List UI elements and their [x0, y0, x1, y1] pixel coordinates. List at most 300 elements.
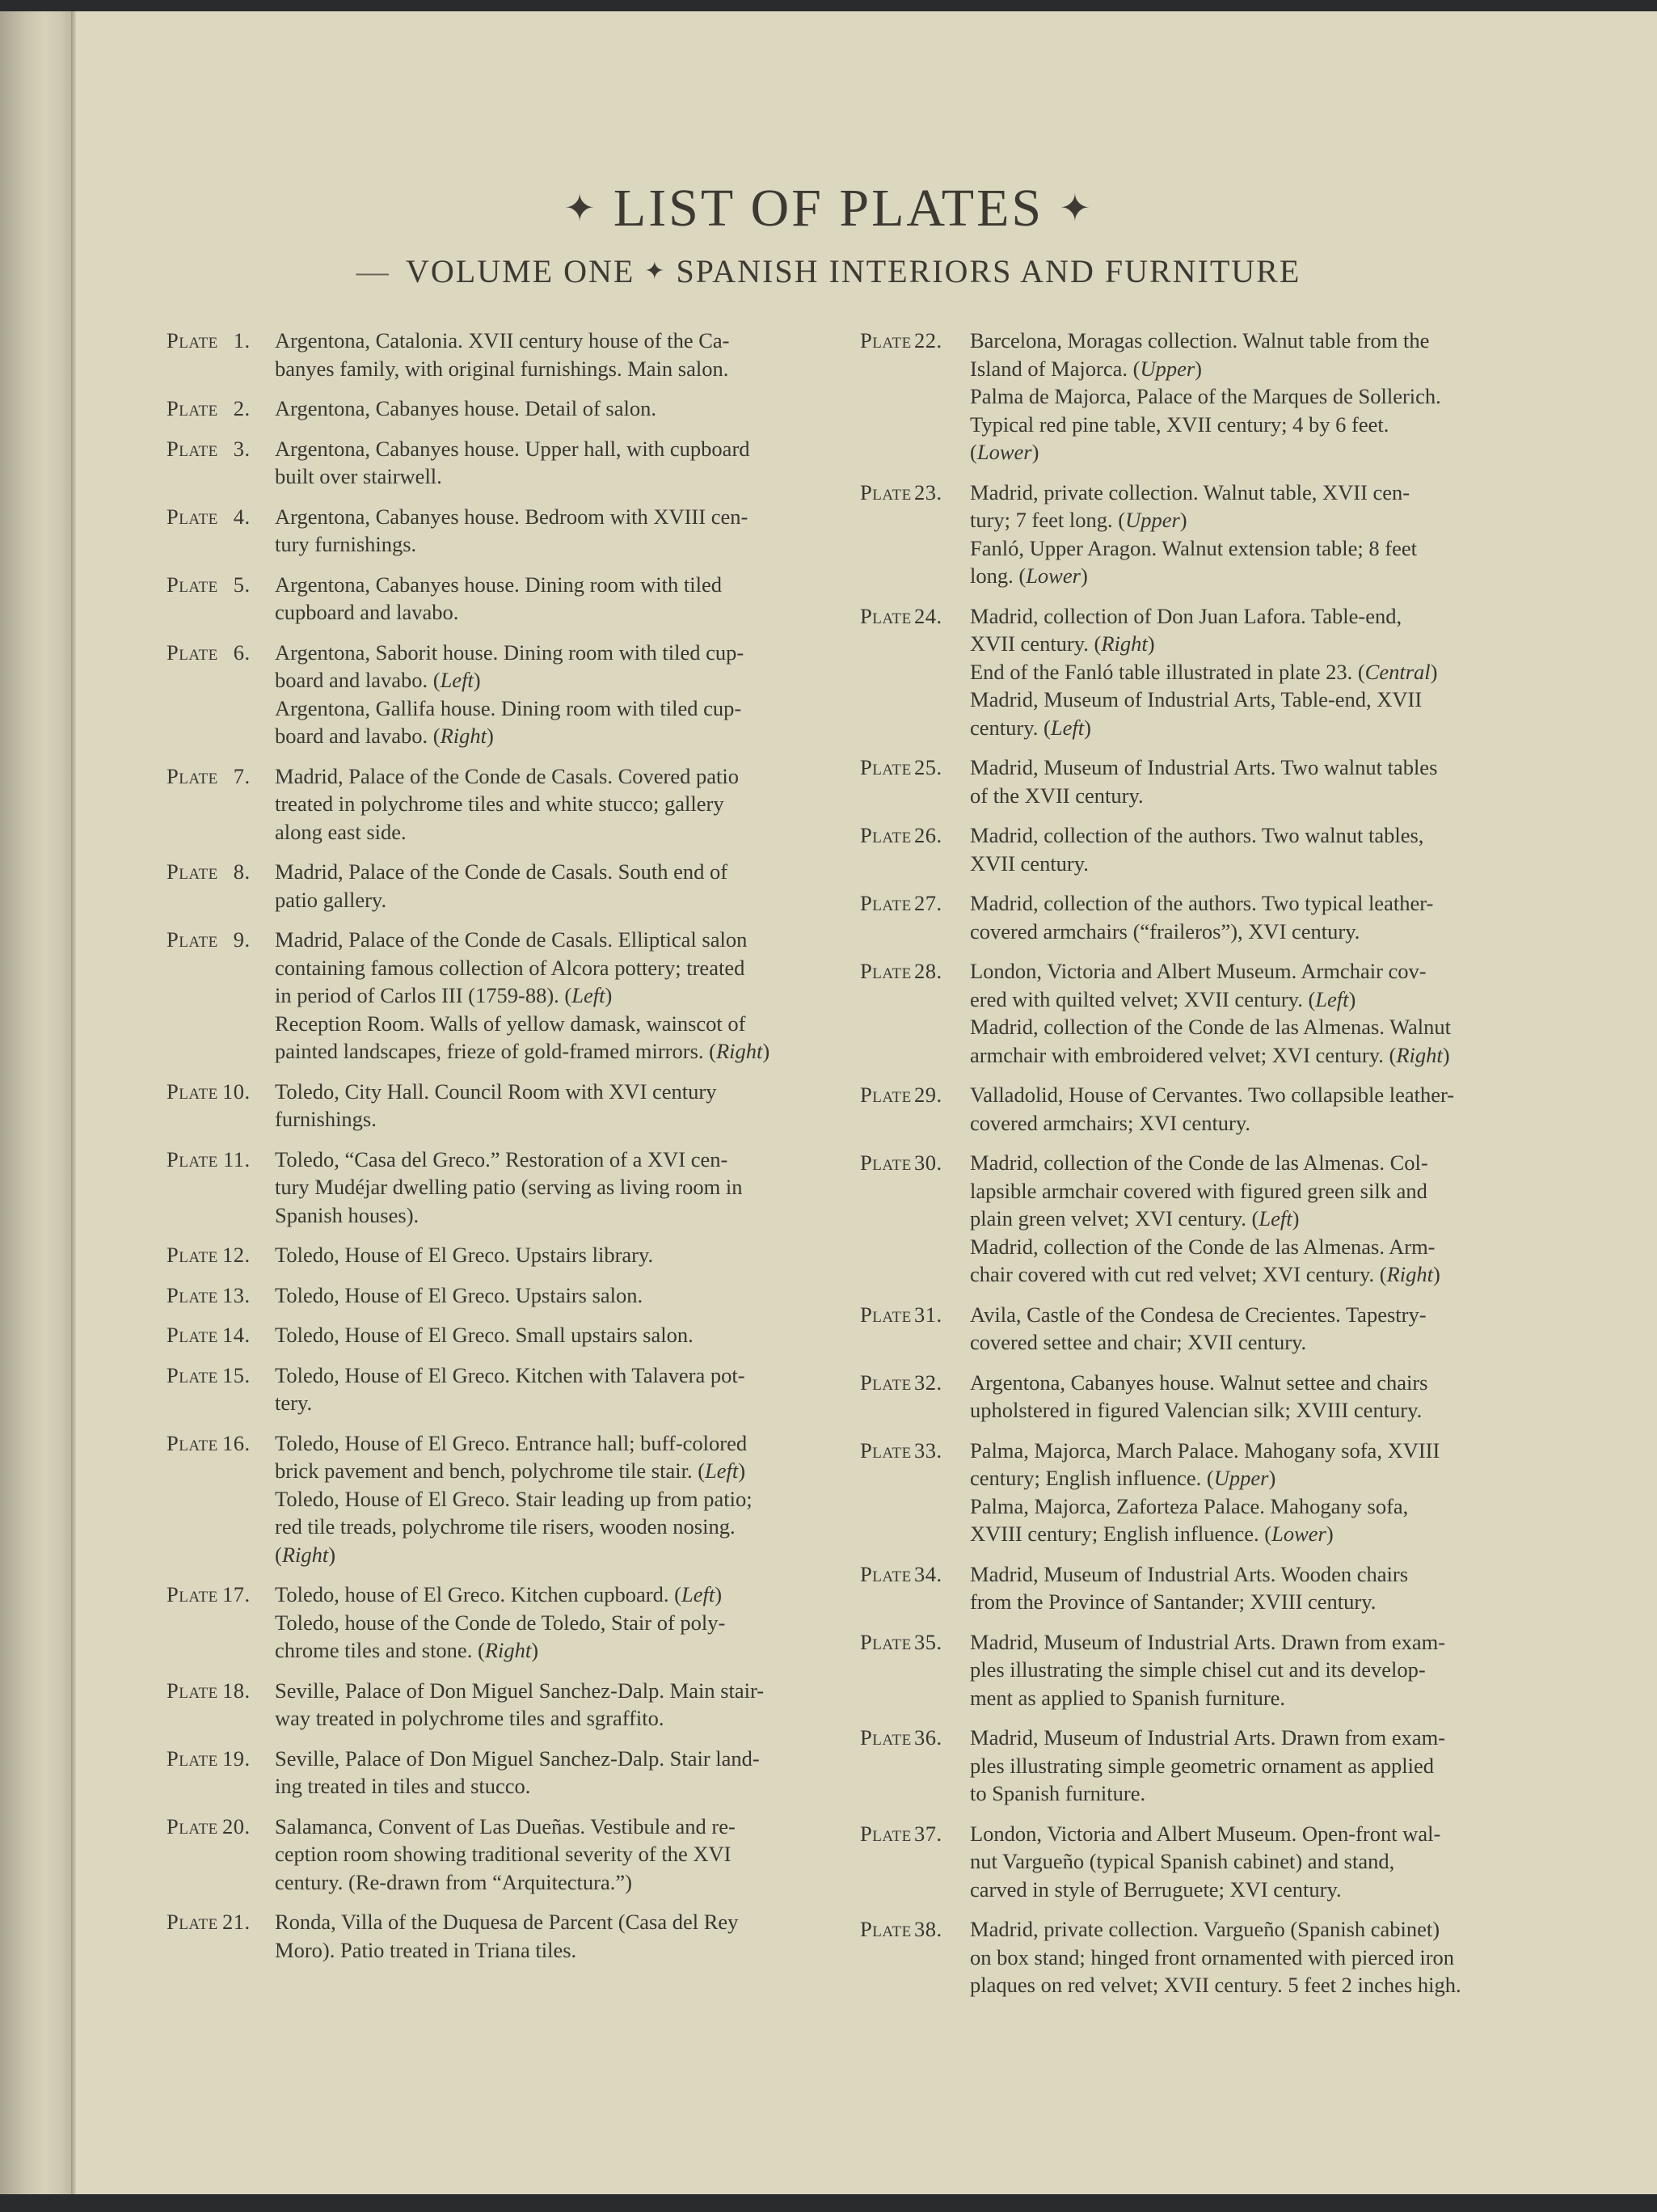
plate-description [970, 957, 1508, 1069]
plate-description-line: (Right) [275, 1542, 336, 1567]
plate-word: Plate [860, 328, 912, 352]
plate-description-line: XVIII century; English influence. (Lower) [970, 1522, 1334, 1546]
plate-label [860, 1724, 970, 1808]
plate-word: Plate [167, 436, 218, 461]
plate-entry [167, 1241, 810, 1269]
page-gutter-edge [71, 11, 76, 2194]
plate-description-line: Toledo, House of El Greco. Upstairs salon. [275, 1282, 643, 1307]
plate-description [275, 1677, 810, 1733]
plate-description-line: Toledo, House of El Greco. Stair leading up from patio; [275, 1486, 753, 1511]
plate-entry [860, 1915, 1508, 1999]
plate-description-line: ment as applied to Spanish furniture. [970, 1685, 1286, 1710]
plate-word: Plate [167, 572, 218, 597]
plate-entry [167, 1361, 810, 1417]
plate-entry [167, 1813, 810, 1897]
plate-description-line: Madrid, collection of the Conde de las Almenas. Walnut [970, 1015, 1451, 1039]
plate-entry [860, 1560, 1508, 1616]
plate-description-line: brick pavement and bench, polychrome tile stair. (Left) [275, 1458, 746, 1483]
plate-label [167, 926, 275, 1066]
plate-number: 6. [233, 640, 251, 665]
plate-description [275, 1745, 810, 1800]
plate-description-line: painted landscapes, frieze of gold-framed mirrors. (Right) [275, 1039, 770, 1063]
plate-label [860, 1437, 970, 1548]
plate-number: 32. [914, 1370, 942, 1395]
plate-description-line: of the XVII century. [970, 783, 1144, 808]
plate-word: Plate [167, 1813, 218, 1838]
plate-label [167, 571, 275, 627]
plate-description-line: built over stairwell. [275, 464, 442, 488]
plate-word: Plate [167, 1282, 218, 1307]
plate-entry [167, 1908, 810, 1964]
plate-description [970, 1081, 1508, 1137]
plate-number: 17. [222, 1582, 251, 1606]
plate-description-line: Ronda, Villa of the Duquesa de Parcent (Casa del Rey [275, 1910, 739, 1934]
plate-description [275, 1146, 810, 1230]
plate-word: Plate [860, 1370, 912, 1395]
plate-description-line: covered armchairs; XVI century. [970, 1110, 1251, 1135]
plate-entry [167, 762, 810, 846]
plate-word: Plate [167, 1146, 218, 1171]
plate-description [970, 1915, 1508, 1999]
plate-description-line: Madrid, Museum of Industrial Arts. Drawn from exam- [970, 1725, 1446, 1750]
plate-description-line: Toledo, house of the Conde de Toledo, Stair of poly- [275, 1610, 726, 1635]
plate-word: Plate [860, 1561, 912, 1586]
plate-entry [860, 821, 1508, 877]
plate-description-line: Argentona, Cabanyes house. Detail of salon. [275, 396, 656, 420]
plate-label [167, 327, 275, 382]
plate-label [167, 639, 275, 750]
plate-word: Plate [860, 1821, 912, 1846]
plate-number: 37. [914, 1821, 942, 1846]
plate-description [275, 1281, 810, 1310]
plate-description-line: nut Vargueño (typical Spanish cabinet) and stand, [970, 1849, 1395, 1873]
title-ornament-right-icon: ✦ [1059, 188, 1094, 229]
plate-word: Plate [167, 504, 218, 529]
plate-description-line: plain green velvet; XVI century. (Left) [970, 1206, 1300, 1231]
plate-label [167, 503, 275, 559]
plate-description-line: Palma, Majorca, Zaforteza Palace. Mahogany sofa, [970, 1493, 1409, 1518]
plate-description-line: Palma, Majorca, March Palace. Mahogany sofa, XVIII [970, 1437, 1440, 1463]
plate-description [970, 1437, 1508, 1548]
plate-entry [860, 1820, 1508, 1904]
plate-description [970, 889, 1508, 945]
plate-number: 33. [914, 1437, 942, 1463]
plate-number: 15. [222, 1362, 251, 1387]
plate-description-line: ception room showing traditional severity of the XVI [275, 1842, 732, 1866]
plate-description-line: Toledo, house of El Greco. Kitchen cupboard. (Left) [275, 1582, 723, 1606]
plate-entry [167, 926, 810, 1066]
plate-label [167, 1677, 275, 1733]
plate-entry [860, 1081, 1508, 1137]
plate-description-line: Madrid, Museum of Industrial Arts. Drawn from exam- [970, 1629, 1446, 1654]
plate-description-line: to Spanish furniture. [970, 1781, 1146, 1805]
plate-label [860, 1560, 970, 1616]
plate-description [275, 1908, 810, 1964]
plate-word: Plate [860, 755, 912, 779]
plate-description-line: tury Mudéjar dwelling patio (serving as living room in [275, 1175, 743, 1199]
plate-word: Plate [860, 1917, 912, 1941]
plate-label [860, 1915, 970, 1999]
plate-number: 10. [222, 1079, 251, 1104]
plate-description-line: board and lavabo. (Right) [275, 724, 494, 748]
plate-label [167, 1581, 275, 1665]
plate-entry [167, 571, 810, 627]
plate-word: Plate [860, 1437, 912, 1463]
plate-number: 11. [223, 1146, 251, 1171]
plate-word: Plate [167, 1582, 218, 1606]
plate-word: Plate [860, 1629, 912, 1654]
plate-word: Plate [860, 603, 912, 628]
plate-word: Plate [167, 1678, 218, 1703]
plate-entry [167, 327, 810, 382]
plate-description-line: century; English influence. (Upper) [970, 1466, 1276, 1490]
plate-description-line: Madrid, private collection. Vargueño (Spanish cabinet) [970, 1917, 1440, 1941]
plate-description-line: XVII century. [970, 851, 1089, 876]
plate-description-line: board and lavabo. (Left) [275, 668, 481, 692]
plate-description-line: Moro). Patio treated in Triana tiles. [275, 1937, 577, 1962]
plate-description-line: lapsible armchair covered with figured green silk and [970, 1178, 1427, 1203]
plate-description [275, 395, 810, 423]
plate-description-line: Toledo, House of El Greco. Small upstairs salon. [275, 1323, 694, 1347]
plate-number: 1. [233, 328, 251, 352]
plate-word: Plate [860, 1725, 912, 1750]
plate-number: 27. [914, 891, 942, 915]
plate-number: 25. [914, 755, 942, 779]
plate-description-line: Seville, Palace of Don Miguel Sanchez-Dalp. Stair land- [275, 1746, 760, 1771]
plate-word: Plate [167, 927, 218, 952]
plate-description-line: containing famous collection of Alcora pottery; treated [275, 955, 745, 980]
plate-label [860, 1369, 970, 1425]
plate-number: 30. [914, 1150, 942, 1175]
plate-description [970, 1560, 1508, 1616]
plate-label [860, 957, 970, 1069]
plate-description-line: Spanish houses). [275, 1202, 420, 1227]
plate-number: 18. [222, 1678, 251, 1703]
plate-description-line: End of the Fanló table illustrated in plate 23. (Central) [970, 659, 1438, 684]
plate-description-line: Argentona, Cabanyes house. Upper hall, with cupboard [275, 436, 750, 461]
plate-number: 8. [233, 859, 251, 884]
plate-description [970, 479, 1508, 590]
plate-number: 23. [914, 479, 942, 504]
plate-number: 24. [914, 603, 942, 628]
plate-description-line: Madrid, collection of the Conde de las Almenas. Arm- [970, 1234, 1436, 1259]
plate-description-line: red tile treads, polychrome tile risers, wooden nosing. [275, 1514, 736, 1539]
plates-column-right [860, 327, 1508, 2011]
plate-label [860, 602, 970, 742]
subtitle-ornament-icon: ✦ [644, 258, 667, 285]
plate-label [860, 1081, 970, 1137]
plate-description-line: Toledo, House of El Greco. Entrance hall; buff-colored [275, 1430, 748, 1455]
plate-description-line: Toledo, House of El Greco. Kitchen with Talavera pot- [275, 1362, 745, 1387]
plate-number: 36. [914, 1725, 942, 1750]
plates-column-left [167, 327, 810, 1976]
plate-description-line: banyes family, with original furnishings. Main salon. [275, 356, 729, 381]
plate-number: 5. [233, 572, 251, 597]
plate-entry [167, 1281, 810, 1310]
plate-description [275, 639, 810, 750]
plate-label [167, 1281, 275, 1310]
plate-description [970, 1301, 1508, 1357]
plate-description-line: chrome tiles and stone. (Right) [275, 1638, 539, 1662]
plate-description-line: Madrid, Palace of the Conde de Casals. Covered patio [275, 763, 740, 788]
plate-word: Plate [167, 763, 218, 788]
plate-description-line: plaques on red velvet; XVII century. 5 feet 2 inches high. [970, 1973, 1461, 1997]
subtitle-volume: VOLUME ONE [405, 253, 635, 289]
plate-description-line: Salamanca, Convent of Las Dueñas. Vestibule and re- [275, 1813, 736, 1838]
plate-number: 35. [914, 1629, 942, 1654]
plate-description-line: XVII century. (Right) [970, 631, 1155, 656]
plate-description-line: Avila, Castle of the Condesa de Crecientes. Tapestry- [970, 1302, 1427, 1327]
plate-description-line: Island of Majorca. (Upper) [970, 356, 1202, 381]
plate-entry [860, 957, 1508, 1069]
plate-description-line: Argentona, Saborit house. Dining room with tiled cup- [275, 640, 744, 665]
plate-description-line: (Lower) [970, 440, 1039, 464]
plate-description-line: Argentona, Cabanyes house. Walnut settee and chairs [970, 1370, 1428, 1395]
plate-number: 28. [914, 959, 942, 983]
title-ornament-left-icon: ✦ [563, 188, 598, 229]
plate-description-line: Madrid, Museum of Industrial Arts. Wooden chairs [970, 1561, 1409, 1586]
plate-description-line: covered armchairs (“fraileros”), XVI century. [970, 918, 1360, 943]
plate-label [167, 1813, 275, 1897]
plate-number: 19. [222, 1746, 251, 1771]
subtitle-topic: SPANISH INTERIORS AND FURNITURE [676, 253, 1301, 289]
plate-description [970, 1724, 1508, 1808]
plate-description [970, 1369, 1508, 1425]
plate-word: Plate [167, 1430, 218, 1455]
plate-number: 34. [914, 1561, 942, 1586]
plate-description [275, 1078, 810, 1133]
plate-word: Plate [167, 396, 218, 420]
plate-description-line: Madrid, Palace of the Conde de Casals. Elliptical salon [275, 927, 748, 952]
plate-number: 20. [222, 1813, 251, 1838]
plate-description-line: tury; 7 feet long. (Upper) [970, 508, 1187, 532]
plate-entry [167, 1321, 810, 1349]
plate-entry [167, 1429, 810, 1569]
plate-description [970, 1628, 1508, 1712]
plate-description [970, 327, 1508, 466]
plate-entry [860, 754, 1508, 809]
plate-description [275, 926, 810, 1066]
plate-description-line: ples illustrating the simple chisel cut and its develop- [970, 1657, 1426, 1682]
plate-description [970, 1820, 1508, 1904]
plate-description-line: London, Victoria and Albert Museum. Open-front wal- [970, 1821, 1441, 1846]
subtitle-dash-icon: — [356, 253, 389, 289]
plate-description-line: Reception Room. Walls of yellow damask, wainscot of [275, 1011, 746, 1036]
plate-label [167, 395, 275, 423]
plate-description-line: patio gallery. [275, 887, 387, 912]
plate-description-line: century. (Re-drawn from “Arquitectura.”) [275, 1869, 632, 1894]
plate-description [275, 858, 810, 914]
plate-description-line: cupboard and lavabo. [275, 600, 459, 624]
plate-description-line: Argentona, Catalonia. XVII century house of the Ca- [275, 328, 730, 352]
plate-description [275, 762, 810, 846]
plate-label [860, 1820, 970, 1904]
plate-description [275, 327, 810, 382]
plate-number: 7. [233, 763, 251, 788]
plate-number: 31. [914, 1302, 942, 1327]
plate-label [167, 1321, 275, 1349]
plate-description-line: furnishings. [275, 1107, 377, 1131]
plate-description [275, 1321, 810, 1349]
plate-word: Plate [167, 1323, 218, 1347]
plate-description [275, 1241, 810, 1269]
plate-word: Plate [860, 479, 912, 504]
plate-label [860, 889, 970, 945]
plate-description [970, 821, 1508, 877]
plate-description-line: Argentona, Gallifa house. Dining room with tiled cup- [275, 695, 742, 720]
plate-description-line: treated in polychrome tiles and white stucco; gallery [275, 792, 724, 816]
plate-word: Plate [167, 1910, 218, 1934]
plate-description-line: Madrid, Palace of the Conde de Casals. South end of [275, 859, 728, 884]
plate-description-line: tury furnishings. [275, 532, 417, 556]
plate-label [167, 858, 275, 914]
plate-entry [167, 1078, 810, 1133]
plate-description-line: century. (Left) [970, 715, 1091, 740]
plate-description-line: in period of Carlos III (1759-88). (Left) [275, 983, 613, 1007]
plate-entry [860, 1724, 1508, 1808]
plate-description-line: Argentona, Cabanyes house. Dining room with tiled [275, 572, 722, 597]
plate-word: Plate [167, 640, 218, 665]
plate-word: Plate [167, 1079, 218, 1104]
plate-number: 38. [914, 1917, 942, 1941]
plate-description-line: Toledo, “Casa del Greco.” Restoration of a XVI cen- [275, 1146, 728, 1171]
plate-label [167, 1429, 275, 1569]
plate-entry [860, 1437, 1508, 1548]
plate-description-line: Argentona, Cabanyes house. Bedroom with XVIII cen- [275, 504, 748, 529]
plate-label [167, 435, 275, 491]
plate-description-line: way treated in polychrome tiles and sgraffito. [275, 1706, 664, 1730]
plate-word: Plate [167, 328, 218, 352]
plate-word: Plate [167, 1362, 218, 1387]
plate-number: 9. [233, 927, 251, 952]
plate-description-line: Barcelona, Moragas collection. Walnut table from the [970, 328, 1430, 352]
plate-description [275, 435, 810, 491]
plate-entry [860, 1301, 1508, 1357]
plate-description [970, 602, 1508, 742]
plate-description-line: ples illustrating simple geometric ornament as applied [970, 1753, 1435, 1778]
plate-word: Plate [860, 959, 912, 983]
plate-label [860, 821, 970, 877]
plate-entry [860, 327, 1508, 466]
plate-label [167, 1078, 275, 1133]
plate-description-line: armchair with embroidered velvet; XVI century. (Right) [970, 1042, 1450, 1067]
plate-number: 21. [222, 1910, 251, 1934]
plate-number: 26. [914, 823, 942, 847]
plate-entry [167, 395, 810, 423]
plate-entry [860, 602, 1508, 742]
plate-number: 2. [233, 396, 251, 420]
plate-label [167, 1146, 275, 1230]
book-spine-shadow [0, 11, 74, 2194]
plate-label [167, 1361, 275, 1417]
plate-description-line: along east side. [275, 819, 407, 844]
plate-description [970, 1149, 1508, 1289]
plate-label [860, 1301, 970, 1357]
plate-description-line: Madrid, collection of the authors. Two walnut tables, [970, 823, 1424, 847]
plate-description-line: Madrid, collection of the Conde de las Almenas. Col- [970, 1150, 1428, 1175]
plate-number: 12. [222, 1243, 251, 1267]
plate-entry [167, 435, 810, 491]
plate-description [275, 1429, 810, 1569]
plate-entry [860, 479, 1508, 590]
plate-number: 22. [914, 328, 942, 352]
plate-label [167, 762, 275, 846]
plate-word: Plate [860, 1150, 912, 1175]
plate-description-line: Toledo, House of El Greco. Upstairs library. [275, 1243, 654, 1267]
page-subtitle [0, 252, 1657, 290]
plate-description-line: ing treated in tiles and stucco. [275, 1774, 531, 1798]
plate-description [275, 503, 810, 559]
plate-label [167, 1241, 275, 1269]
plate-word: Plate [167, 859, 218, 884]
plate-description-line: Valladolid, House of Cervantes. Two collapsible leather- [970, 1083, 1455, 1107]
plate-description-line: Palma de Majorca, Palace of the Marques de Sollerich. [970, 384, 1441, 408]
plate-description-line: Madrid, private collection. Walnut table, XVII cen- [970, 479, 1410, 504]
plate-label [167, 1908, 275, 1964]
plate-number: 16. [222, 1430, 251, 1455]
page-title [0, 178, 1657, 239]
plate-entry [167, 639, 810, 750]
plate-entry [167, 1146, 810, 1230]
plate-label [860, 754, 970, 809]
plate-description-line: carved in style of Berruguete; XVI century. [970, 1876, 1342, 1902]
plate-word: Plate [167, 1243, 218, 1267]
plate-description-line: from the Province of Santander; XVIII century. [970, 1589, 1377, 1614]
plate-description-line: Fanló, Upper Aragon. Walnut extension table; 8 feet [970, 535, 1418, 560]
plate-description [275, 571, 810, 627]
plate-description-line: ered with quilted velvet; XVII century. (Left) [970, 986, 1356, 1011]
plate-description-line: long. (Lower) [970, 564, 1088, 588]
plate-description-line: Toledo, City Hall. Council Room with XVI century [275, 1079, 717, 1104]
plate-label [860, 327, 970, 466]
plate-entry [167, 858, 810, 914]
plate-description-line: London, Victoria and Albert Museum. Armchair cov- [970, 959, 1427, 983]
title-text: LIST OF PLATES [613, 179, 1044, 238]
plate-description-line: chair covered with cut red velvet; XVI century. (Right) [970, 1262, 1440, 1286]
book-page [0, 11, 1657, 2194]
plate-word: Plate [860, 891, 912, 915]
plate-label [167, 1745, 275, 1800]
plate-number: 13. [222, 1282, 251, 1307]
plate-description-line: tery. [275, 1391, 313, 1415]
plate-word: Plate [860, 1302, 912, 1327]
plate-description-line: Madrid, Museum of Industrial Arts. Two walnut tables [970, 755, 1438, 779]
plate-label [860, 479, 970, 590]
plate-number: 14. [222, 1323, 251, 1347]
plate-label [860, 1149, 970, 1289]
plate-description [275, 1361, 810, 1417]
plate-entry [167, 1581, 810, 1665]
plate-word: Plate [860, 1083, 912, 1107]
plate-description [970, 754, 1508, 809]
plate-label [860, 1628, 970, 1712]
plate-number: 29. [914, 1083, 942, 1107]
plate-entry [860, 1149, 1508, 1289]
plate-description-line: Madrid, collection of the authors. Two typical leather- [970, 891, 1434, 915]
plate-description-line: covered settee and chair; XVII century. [970, 1330, 1307, 1354]
plate-description-line: on box stand; hinged front ornamented with pierced iron [970, 1944, 1455, 1969]
plate-description-line: upholstered in figured Valencian silk; XVIII century. [970, 1398, 1423, 1422]
plate-description-line: Madrid, collection of Don Juan Lafora. Table-end, [970, 603, 1402, 628]
plate-entry [167, 1745, 810, 1800]
plate-number: 3. [233, 436, 251, 461]
plate-entry [860, 1369, 1508, 1425]
plate-word: Plate [860, 823, 912, 847]
plate-entry [860, 1628, 1508, 1712]
plate-description [275, 1813, 810, 1897]
plate-description [275, 1581, 810, 1665]
plate-number: 4. [233, 504, 251, 529]
